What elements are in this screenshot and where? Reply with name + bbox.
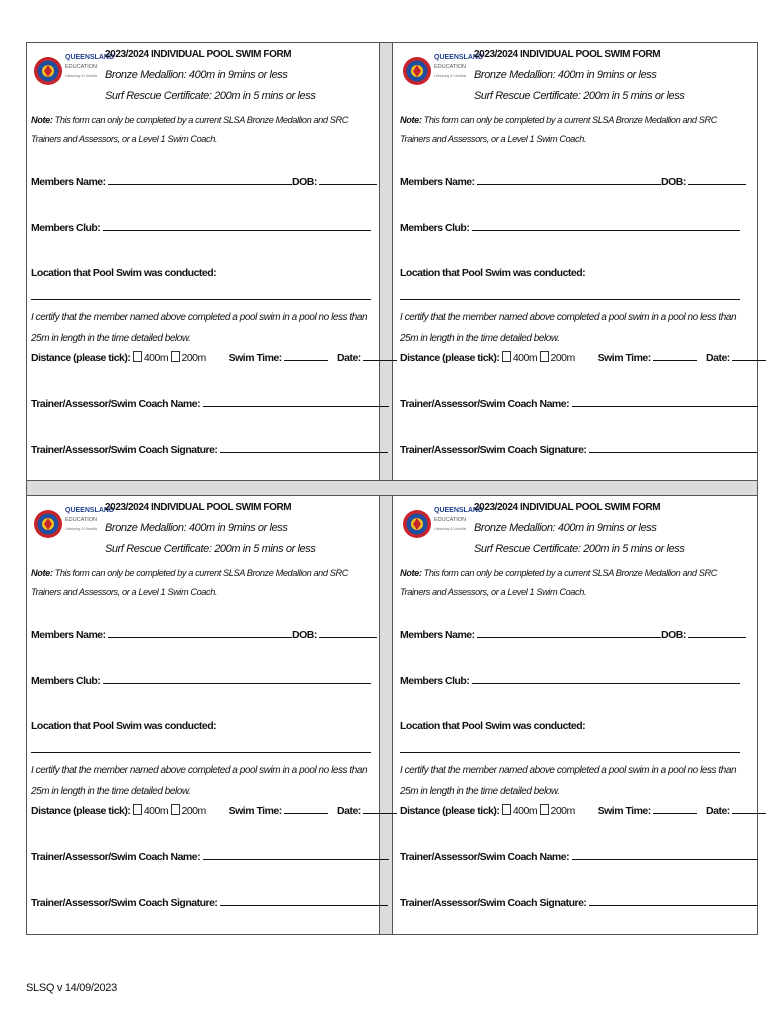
form-title: 2023/2024 INDIVIDUAL POOL SWIM FORM	[474, 502, 661, 513]
members-name-label: Members Name:	[31, 176, 106, 188]
swim-form-card-bottom-left	[29, 496, 375, 933]
checkbox-200m[interactable]	[540, 351, 549, 362]
trainer-signature-field[interactable]	[589, 442, 757, 453]
trainer-signature-label: Trainer/Assessor/Swim Coach Signature:	[31, 897, 218, 909]
certification-statement: I certify that the member named above completed a pool swim in a pool no less than 25m in length in the time detailed below.	[400, 312, 737, 344]
slsq-logo	[402, 500, 484, 548]
members-name-field[interactable]	[477, 627, 661, 638]
members-name-row	[31, 174, 377, 188]
logo-tiny-text: Lifesaving & Lifeskills	[434, 74, 467, 78]
distance-label: Distance (please tick):	[400, 352, 500, 364]
trainer-signature-row	[400, 442, 757, 456]
logo-brand-text: QUEENSLAND	[65, 507, 115, 514]
logo-tiny-text: Lifesaving & Lifeskills	[65, 74, 98, 78]
distance-row	[31, 350, 397, 364]
location-field[interactable]	[31, 299, 371, 300]
members-club-label: Members Club:	[31, 675, 101, 687]
option-200m-label: 200m	[181, 352, 206, 364]
swim-time-label: Swim Time:	[228, 805, 282, 817]
note-text	[31, 564, 371, 602]
dob-label: DOB:	[661, 629, 686, 641]
dob-field[interactable]	[319, 627, 377, 638]
trainer-signature-field[interactable]	[220, 895, 388, 906]
trainer-signature-field[interactable]	[220, 442, 388, 453]
location-label: Location that Pool Swim was conducted:	[31, 720, 217, 732]
dob-label: DOB:	[292, 176, 317, 188]
trainer-name-row	[400, 849, 758, 863]
trainer-name-label: Trainer/Assessor/Swim Coach Name:	[400, 851, 570, 863]
horizontal-divider	[27, 480, 757, 496]
trainer-name-label: Trainer/Assessor/Swim Coach Name:	[31, 398, 201, 410]
members-club-row	[31, 220, 371, 234]
members-name-label: Members Name:	[31, 629, 106, 641]
members-club-label: Members Club:	[400, 222, 470, 234]
trainer-signature-row	[31, 895, 388, 909]
logo-brand-text: QUEENSLAND	[434, 54, 484, 61]
checkbox-400m[interactable]	[133, 804, 142, 815]
distance-row	[400, 350, 766, 364]
members-club-field[interactable]	[103, 673, 371, 684]
location-field[interactable]	[400, 752, 740, 753]
slsq-logo	[33, 47, 115, 95]
option-200m-label: 200m	[550, 352, 575, 364]
surf-rescue-requirement: Surf Rescue Certificate: 200m in 5 mins or less	[474, 543, 685, 555]
location-field[interactable]	[31, 752, 371, 753]
form-title: 2023/2024 INDIVIDUAL POOL SWIM FORM	[474, 49, 661, 60]
members-club-field[interactable]	[472, 673, 740, 684]
option-400m-label: 400m	[512, 805, 538, 817]
form-title: 2023/2024 INDIVIDUAL POOL SWIM FORM	[105, 49, 292, 60]
members-club-row	[400, 673, 740, 687]
checkbox-400m[interactable]	[133, 351, 142, 362]
note-body: This form can only be completed by a current SLSA Bronze Medallion and SRC Trainers and Assessors, or a Level 1 Swim Coach.	[400, 568, 717, 597]
slsq-logo	[402, 47, 484, 95]
note-label: Note:	[31, 568, 53, 578]
members-name-row	[400, 627, 746, 641]
trainer-name-field[interactable]	[572, 396, 758, 407]
note-body: This form can only be completed by a current SLSA Bronze Medallion and SRC Trainers and Assessors, or a Level 1 Swim Coach.	[400, 115, 717, 144]
certification-statement: I certify that the member named above completed a pool swim in a pool no less than 25m in length in the time detailed below.	[400, 765, 737, 797]
trainer-name-row	[400, 396, 758, 410]
certification-statement: I certify that the member named above completed a pool swim in a pool no less than 25m in length in the time detailed below.	[31, 312, 368, 344]
members-club-label: Members Club:	[400, 675, 470, 687]
bronze-medallion-requirement: Bronze Medallion: 400m in 9mins or less	[105, 69, 288, 81]
date-field[interactable]	[732, 803, 766, 814]
swim-time-field[interactable]	[284, 803, 328, 814]
note-label: Note:	[31, 115, 53, 125]
logo-sub-text: EDUCATION	[65, 64, 97, 70]
distance-label: Distance (please tick):	[31, 352, 131, 364]
members-club-field[interactable]	[103, 220, 371, 231]
checkbox-200m[interactable]	[171, 351, 180, 362]
members-name-field[interactable]	[477, 174, 661, 185]
note-label: Note:	[400, 115, 422, 125]
checkbox-200m[interactable]	[540, 804, 549, 815]
members-club-label: Members Club:	[31, 222, 101, 234]
dob-label: DOB:	[661, 176, 686, 188]
date-field[interactable]	[363, 350, 397, 361]
logo-brand-text: QUEENSLAND	[434, 507, 484, 514]
trainer-signature-label: Trainer/Assessor/Swim Coach Signature:	[400, 897, 587, 909]
members-name-row	[400, 174, 746, 188]
trainer-name-field[interactable]	[203, 849, 389, 860]
note-text	[31, 111, 371, 149]
swim-time-label: Swim Time:	[228, 352, 282, 364]
logo-tiny-text: Lifesaving & Lifeskills	[65, 527, 98, 531]
dob-field[interactable]	[688, 174, 746, 185]
swim-form-card-top-left	[29, 43, 375, 480]
swim-time-label: Swim Time:	[597, 352, 651, 364]
dob-field[interactable]	[319, 174, 377, 185]
checkbox-200m[interactable]	[171, 804, 180, 815]
note-text	[400, 564, 740, 602]
distance-label: Distance (please tick):	[400, 805, 500, 817]
surf-rescue-requirement: Surf Rescue Certificate: 200m in 5 mins or less	[105, 543, 316, 555]
logo-sub-text: EDUCATION	[65, 517, 97, 523]
logo-sub-text: EDUCATION	[434, 64, 466, 70]
surf-rescue-requirement: Surf Rescue Certificate: 200m in 5 mins or less	[474, 90, 685, 102]
trainer-signature-label: Trainer/Assessor/Swim Coach Signature:	[31, 444, 218, 456]
option-200m-label: 200m	[181, 805, 206, 817]
trainer-name-field[interactable]	[203, 396, 389, 407]
distance-label: Distance (please tick):	[31, 805, 131, 817]
note-body: This form can only be completed by a current SLSA Bronze Medallion and SRC Trainers and Assessors, or a Level 1 Swim Coach.	[31, 115, 348, 144]
note-body: This form can only be completed by a current SLSA Bronze Medallion and SRC Trainers and Assessors, or a Level 1 Swim Coach.	[31, 568, 348, 597]
trainer-signature-row	[31, 442, 388, 456]
members-club-row	[400, 220, 740, 234]
swim-form-card-bottom-right	[398, 496, 744, 933]
swim-time-label: Swim Time:	[597, 805, 651, 817]
members-club-row	[31, 673, 371, 687]
date-label: Date:	[337, 805, 361, 817]
form-title: 2023/2024 INDIVIDUAL POOL SWIM FORM	[105, 502, 292, 513]
option-200m-label: 200m	[550, 805, 575, 817]
trainer-name-label: Trainer/Assessor/Swim Coach Name:	[400, 398, 570, 410]
note-label: Note:	[400, 568, 422, 578]
note-text	[400, 111, 740, 149]
dob-field[interactable]	[688, 627, 746, 638]
dob-label: DOB:	[292, 629, 317, 641]
certification-statement: I certify that the member named above completed a pool swim in a pool no less than 25m in length in the time detailed below.	[31, 765, 368, 797]
location-label: Location that Pool Swim was conducted:	[31, 267, 217, 279]
swim-form-card-top-right	[398, 43, 744, 480]
members-name-field[interactable]	[108, 627, 292, 638]
logo-tiny-text: Lifesaving & Lifeskills	[434, 527, 467, 531]
version-footer: SLSQ v 14/09/2023	[26, 982, 117, 994]
swim-time-field[interactable]	[653, 350, 697, 361]
location-field[interactable]	[400, 299, 740, 300]
date-label: Date:	[706, 352, 730, 364]
date-label: Date:	[706, 805, 730, 817]
checkbox-400m[interactable]	[502, 351, 511, 362]
swim-time-field[interactable]	[284, 350, 328, 361]
bronze-medallion-requirement: Bronze Medallion: 400m in 9mins or less	[105, 522, 288, 534]
swim-time-field[interactable]	[653, 803, 697, 814]
option-400m-label: 400m	[143, 805, 169, 817]
checkbox-400m[interactable]	[502, 804, 511, 815]
members-name-field[interactable]	[108, 174, 292, 185]
location-label: Location that Pool Swim was conducted:	[400, 267, 586, 279]
members-name-label: Members Name:	[400, 629, 475, 641]
logo-sub-text: EDUCATION	[434, 517, 466, 523]
date-field[interactable]	[732, 350, 766, 361]
bronze-medallion-requirement: Bronze Medallion: 400m in 9mins or less	[474, 522, 657, 534]
trainer-name-label: Trainer/Assessor/Swim Coach Name:	[31, 851, 201, 863]
option-400m-label: 400m	[512, 352, 538, 364]
slsq-logo	[33, 500, 115, 548]
members-name-label: Members Name:	[400, 176, 475, 188]
trainer-signature-field[interactable]	[589, 895, 757, 906]
members-club-field[interactable]	[472, 220, 740, 231]
distance-row	[31, 803, 397, 817]
trainer-signature-row	[400, 895, 757, 909]
surf-rescue-requirement: Surf Rescue Certificate: 200m in 5 mins or less	[105, 90, 316, 102]
trainer-signature-label: Trainer/Assessor/Swim Coach Signature:	[400, 444, 587, 456]
logo-brand-text: QUEENSLAND	[65, 54, 115, 61]
trainer-name-field[interactable]	[572, 849, 758, 860]
date-label: Date:	[337, 352, 361, 364]
trainer-name-row	[31, 849, 389, 863]
members-name-row	[31, 627, 377, 641]
distance-row	[400, 803, 766, 817]
option-400m-label: 400m	[143, 352, 169, 364]
bronze-medallion-requirement: Bronze Medallion: 400m in 9mins or less	[474, 69, 657, 81]
date-field[interactable]	[363, 803, 397, 814]
trainer-name-row	[31, 396, 389, 410]
form-sheet	[26, 42, 758, 935]
location-label: Location that Pool Swim was conducted:	[400, 720, 586, 732]
